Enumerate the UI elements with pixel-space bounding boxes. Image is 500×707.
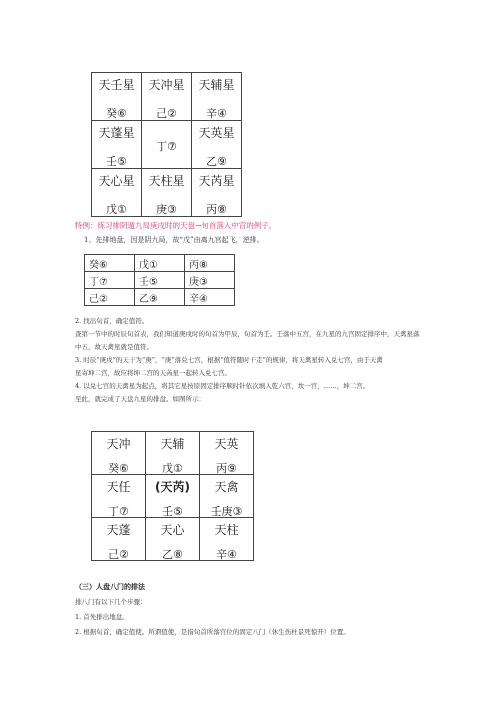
paragraph-line: 查第一节中的时辰旬首表，我们知道庚戌时的旬首为甲辰，旬首为壬。壬落中五宫，在九星的九宫固定排序中，天禽星落	[75, 330, 420, 338]
grid-2-cell: 癸⑥	[85, 255, 135, 272]
grid-3-cell	[200, 432, 254, 475]
example-title: 特例：练习排阴遁九局庚戌时的天盘→旬首落入中宫的例子。	[75, 221, 277, 230]
stem-label: 己②	[156, 107, 177, 120]
star-label: 天任	[106, 480, 131, 494]
grid-2-cell: 己②	[85, 289, 135, 306]
grid-1-cell	[192, 121, 242, 169]
stem-label: 丙⑧	[206, 203, 227, 216]
paragraph-line: 星寄坤二宫，故应将坤二宫的天芮星一起转入兑七宫。	[75, 369, 231, 377]
grid-2-cell: 丙⑧	[185, 255, 235, 272]
stem-label: 辛④	[206, 107, 227, 120]
stem-label: 丙⑨	[216, 462, 237, 475]
star-label: 天英星	[198, 126, 235, 140]
star-label: 天禽	[214, 480, 239, 494]
paragraph-line: 3. 时辰“庚戌”的天干为“庚”，“庚”落兑七宫，根据“值符随时干走”的规律，将天禽星转入兑七宫，由于天禽	[75, 356, 383, 364]
grid-1	[91, 72, 242, 217]
star-label: 天心星	[98, 174, 135, 188]
star-label: 天辅	[160, 437, 185, 451]
paragraph-line: 中五，故天禽星就是值符。	[75, 343, 153, 351]
star-label: 天壬星	[98, 78, 135, 92]
step-1-text: 1、先排地盘，因是阴九局，故“戊”由离九宫起飞，逆排。	[84, 236, 264, 244]
section-line: 1. 首先排出地盘。	[75, 613, 129, 621]
center-label: 丁⑦	[156, 140, 177, 153]
grid-3-cell	[200, 475, 254, 518]
grid-1-cell	[192, 73, 242, 121]
star-label: 天芮星	[198, 174, 235, 188]
star-label: 天心	[160, 523, 185, 537]
grid-2-cell: 乙⑨	[135, 289, 185, 306]
grid-2-cell: 庚③	[185, 272, 235, 289]
stem-label: 丁⑦	[108, 505, 129, 518]
grid-2-cell: 辛④	[185, 289, 235, 306]
star-label: 天英	[214, 437, 239, 451]
grid-3	[91, 431, 254, 561]
star-label: 天柱	[214, 523, 239, 537]
grid-3-cell	[146, 475, 200, 518]
grid-1-cell	[92, 73, 142, 121]
section-line: 2. 根据旬首，确定值使。所谓值使，是指旬首所落宫位的固定八门（休生伤杜景死惊开）位置。	[75, 628, 350, 636]
grid-3-cell	[146, 518, 200, 561]
stem-label: 壬⑤	[162, 505, 183, 518]
grid-3-cell	[146, 432, 200, 475]
stem-label: 壬⑤	[106, 155, 127, 168]
paragraph-line: 至此，就完成了天盘九星的排盘。如图所示：	[75, 395, 205, 403]
grid-1-cell	[142, 169, 192, 217]
grid-1-cell	[142, 121, 192, 169]
stem-label: 壬庚③	[210, 505, 243, 518]
star-label: 天蓬星	[98, 126, 135, 140]
stem-label: 庚③	[156, 203, 177, 216]
stem-label: 乙⑨	[206, 155, 227, 168]
grid-1-cell	[142, 73, 192, 121]
star-label: 天柱星	[148, 174, 185, 188]
grid-3-cell	[92, 518, 146, 561]
section-heading: （三）人盘八门的排法	[75, 582, 145, 591]
grid-3-cell	[92, 475, 146, 518]
grid-3-cell	[92, 432, 146, 475]
grid-1-cell	[192, 169, 242, 217]
paragraph-line: 4. 以兑七宫的天禽星为起点，将其它星按原固定排序顺时针依次填入乾六宫，坎一宫，……，坤二宫。	[75, 382, 370, 390]
paragraph-line: 2. 找出旬首，确定值符。	[75, 317, 149, 325]
stem-label: 辛④	[216, 548, 237, 561]
grid-3-cell	[200, 518, 254, 561]
grid-2-cell: 壬⑤	[135, 272, 185, 289]
grid-1-cell	[92, 169, 142, 217]
star-label: 天蓬	[106, 523, 131, 537]
stem-label: 乙⑧	[162, 548, 183, 561]
star-label: 天辅星	[198, 78, 235, 92]
grid-2-cell: 戊①	[135, 255, 185, 272]
grid-2-cell: 丁⑦	[85, 272, 135, 289]
star-label: 天冲星	[148, 78, 185, 92]
stem-label: 癸⑥	[108, 462, 129, 475]
grid-1-cell	[92, 121, 142, 169]
stem-label: 癸⑥	[106, 107, 127, 120]
stem-label: 戊①	[106, 203, 127, 216]
grid-2	[84, 254, 235, 306]
stem-label: 己②	[108, 548, 129, 561]
star-label: (天芮)	[155, 480, 190, 494]
stem-label: 戊①	[162, 462, 183, 475]
star-label: 天冲	[106, 437, 131, 451]
section-line: 排八门有以下几个步骤：	[75, 598, 147, 606]
